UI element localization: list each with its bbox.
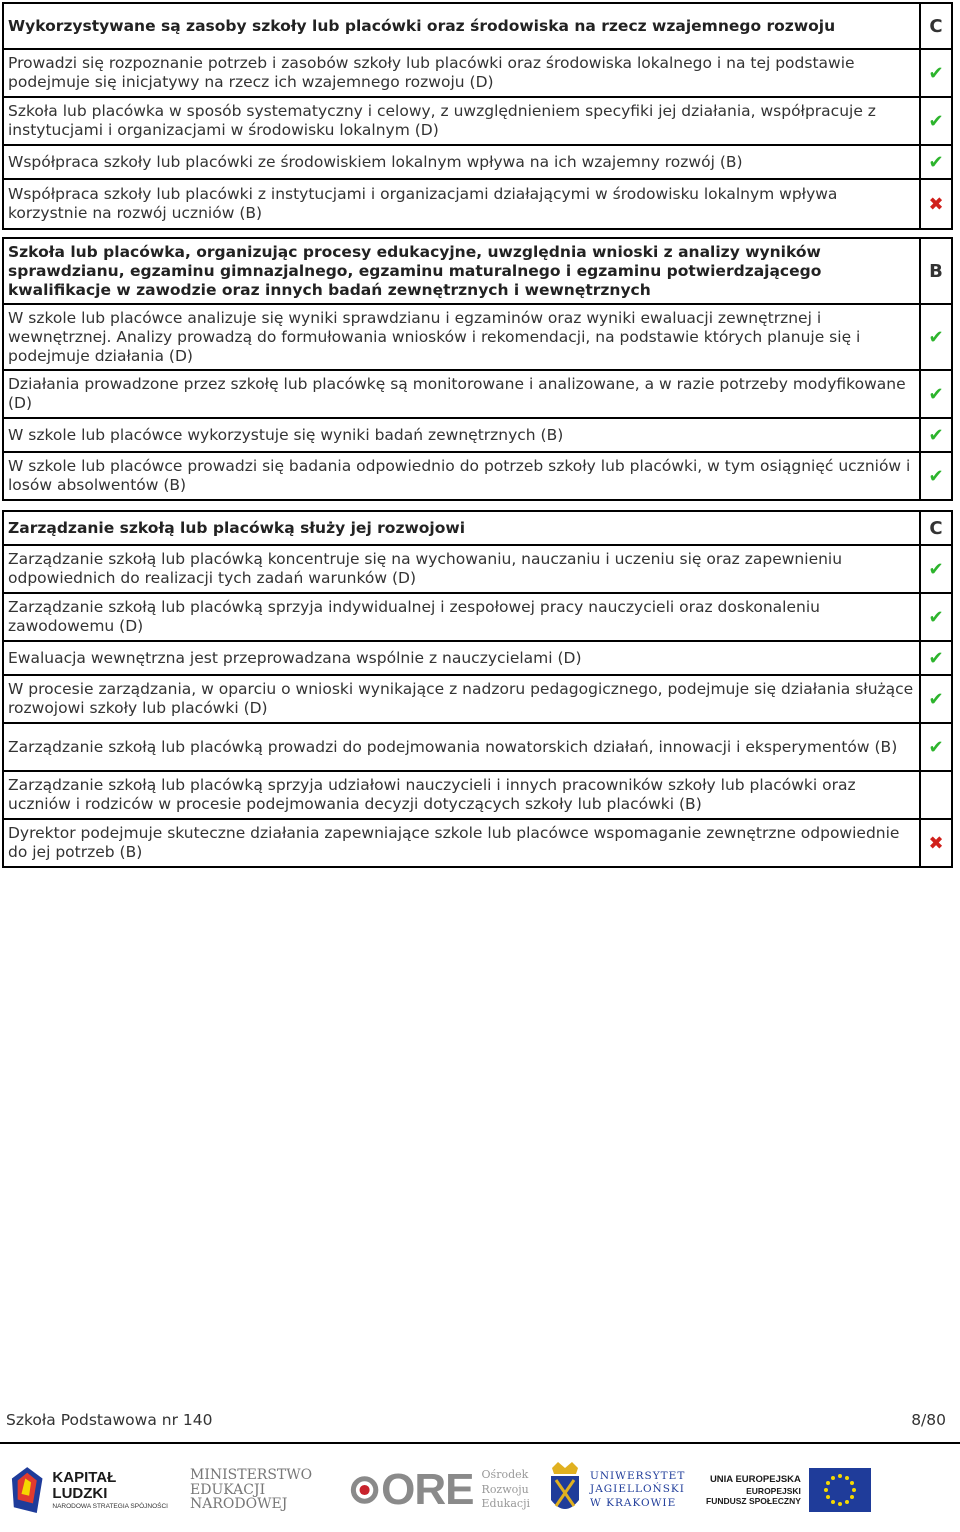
sponsor-logos (0, 1452, 960, 1532)
kapital-ludzki-logo (10, 1452, 170, 1528)
check-icon: ✔ (920, 370, 952, 418)
footer-page-number: 8/80 (911, 1411, 946, 1429)
men-line-1: MINISTERSTWO (190, 1466, 313, 1483)
criterion-text: Działania prowadzone przez szkołę lub placówkę są monitorowane i analizowane, a w razie potrzeby modyfikowane (D) (3, 370, 920, 418)
criterion-text: W procesie zarządzania, w oparciu o wnioski wynikające z nadzoru pedagogicznego, podejmuje się działania służące rozwojowi szkoły lub placówki (D) (3, 675, 920, 723)
check-icon: ✔ (920, 145, 952, 179)
requirement-section-resources (2, 2, 953, 230)
check-icon: ✔ (920, 593, 952, 641)
eu-flag-icon (809, 1468, 871, 1512)
check-icon: ✔ (920, 723, 952, 771)
criterion-text: W szkole lub placówce prowadzi się badania odpowiednio do potrzeb szkoły lub placówki, w tym osiągnięć uczniów i losów absolwentów (B) (3, 452, 920, 500)
requirement-section-management (2, 510, 953, 868)
criterion-text: W szkole lub placówce analizuje się wyniki sprawdzianu i egzaminów oraz wyniki ewaluacji zewnętrznej i wewnętrznej. Analizy prowadzą do formułowania wniosków i rekomendacji, na podstawie których planuje się i podejmuje działania (D) (3, 304, 920, 370)
criterion-text: Dyrektor podejmuje skuteczne działania zapewniające szkole lub placówce wspomaganie zewnętrzne odpowiednie do jej potrzeb (B) (3, 819, 920, 867)
criterion-text: Współpraca szkoły lub placówki ze środowiskiem lokalnym wpływa na ich wzajemny rozwój (B) (3, 145, 920, 179)
eu-line-3: FUNDUSZ SPOŁECZNY (706, 1495, 801, 1506)
uj-logo (548, 1452, 688, 1528)
eu-line-2: EUROPEJSKI (746, 1485, 801, 1496)
ore-line-3: Edukacji (481, 1497, 530, 1511)
eu-logo (706, 1452, 876, 1528)
men-line-2: EDUKACJI (190, 1481, 266, 1498)
grade-badge: C (920, 511, 952, 545)
kapital-ludzki-emblem-icon (10, 1464, 44, 1516)
grade-badge: C (920, 3, 952, 49)
empty-mark-cell (920, 771, 952, 819)
men-line-3: NARODOWEJ (190, 1496, 288, 1513)
criterion-text: Szkoła lub placówka w sposób systematyczny i celowy, z uwzględnieniem specyfiki jej działania, współpracuje z instytucjami i organizacjami w środowisku lokalnym (D) (3, 97, 920, 145)
criterion-text: Prowadzi się rozpoznanie potrzeb i zasobów szkoły lub placówki oraz środowiska lokalnego i na tej podstawie podejmuje się inicjatywy na rzecz ich wzajemnego rozwoju (D) (3, 49, 920, 97)
ore-wordmark: ORE (381, 1465, 474, 1514)
section-heading: Zarządzanie szkołą lub placówką służy jej rozwojowi (3, 511, 920, 545)
criterion-text: W szkole lub placówce wykorzystuje się wyniki badań zewnętrznych (B) (3, 418, 920, 452)
requirement-section-exam-analysis (2, 237, 953, 501)
kapital-ludzki-subtitle: NARODOWA STRATEGIA SPÓJNOŚCI (52, 1502, 168, 1510)
footer-school-name: Szkoła Podstawowa nr 140 (6, 1411, 213, 1429)
kapital-ludzki-title: KAPITAŁ LUDZKI (52, 1468, 117, 1503)
criterion-text: Ewaluacja wewnętrzna jest przeprowadzana wspólnie z nauczycielami (D) (3, 641, 920, 675)
check-icon: ✔ (920, 418, 952, 452)
criterion-text: Zarządzanie szkołą lub placówką sprzyja udziałowi nauczycieli i innych pracowników szkoły lub placówki oraz uczniów i rodziców w procesie podejmowania decyzji dotyczących szkoły lub placówki (B) (3, 771, 920, 819)
section-heading: Wykorzystywane są zasoby szkoły lub placówki oraz środowiska na rzecz wzajemnego rozwoju (3, 3, 920, 49)
check-icon: ✔ (920, 97, 952, 145)
section-heading: Szkoła lub placówka, organizując procesy edukacyjne, uwzględnia wnioski z analizy wyników sprawdzianu, egzaminu gimnazjalnego, egzaminu maturalnego i egzaminu potwierdzającego kwalifikacje w zawodzie oraz innych badań zewnętrznych i wewnętrznych (3, 238, 920, 304)
cross-icon: ✖ (920, 819, 952, 867)
check-icon: ✔ (920, 675, 952, 723)
ore-logo (350, 1452, 530, 1528)
check-icon: ✔ (920, 452, 952, 500)
check-icon: ✔ (920, 545, 952, 593)
uj-line-2: JAGIELLOŃSKI (590, 1483, 685, 1496)
ore-ring-icon (350, 1464, 379, 1516)
check-icon: ✔ (920, 304, 952, 370)
uj-crest-icon (548, 1460, 582, 1520)
criterion-text: Zarządzanie szkołą lub placówką prowadzi do podejmowania nowatorskich działań, innowacji i eksperymentów (B) (3, 723, 920, 771)
check-icon: ✔ (920, 49, 952, 97)
cross-icon: ✖ (920, 179, 952, 229)
grade-badge: B (920, 238, 952, 304)
ore-line-2: Rozwoju (481, 1482, 529, 1496)
uj-line-1: UNIWERSYTET (590, 1470, 686, 1483)
uj-line-3: W KRAKOWIE (590, 1496, 677, 1509)
check-icon: ✔ (920, 641, 952, 675)
ore-line-1: Ośrodek (481, 1467, 529, 1481)
criterion-text: Zarządzanie szkołą lub placówką koncentruje się na wychowaniu, nauczaniu i uczeniu się oraz zapewnieniu odpowiednich do realizacji tych zadań warunków (D) (3, 545, 920, 593)
footer-divider (0, 1442, 960, 1444)
eu-line-1: UNIA EUROPEJSKA (709, 1474, 801, 1486)
criterion-text: Współpraca szkoły lub placówki z instytucjami i organizacjami działającymi w środowisku lokalnym wpływa korzystnie na rozwój uczniów (B) (3, 179, 920, 229)
criterion-text: Zarządzanie szkołą lub placówką sprzyja indywidualnej i zespołowej pracy nauczycieli oraz doskonaleniu zawodowemu (D) (3, 593, 920, 641)
men-logo (190, 1452, 313, 1528)
